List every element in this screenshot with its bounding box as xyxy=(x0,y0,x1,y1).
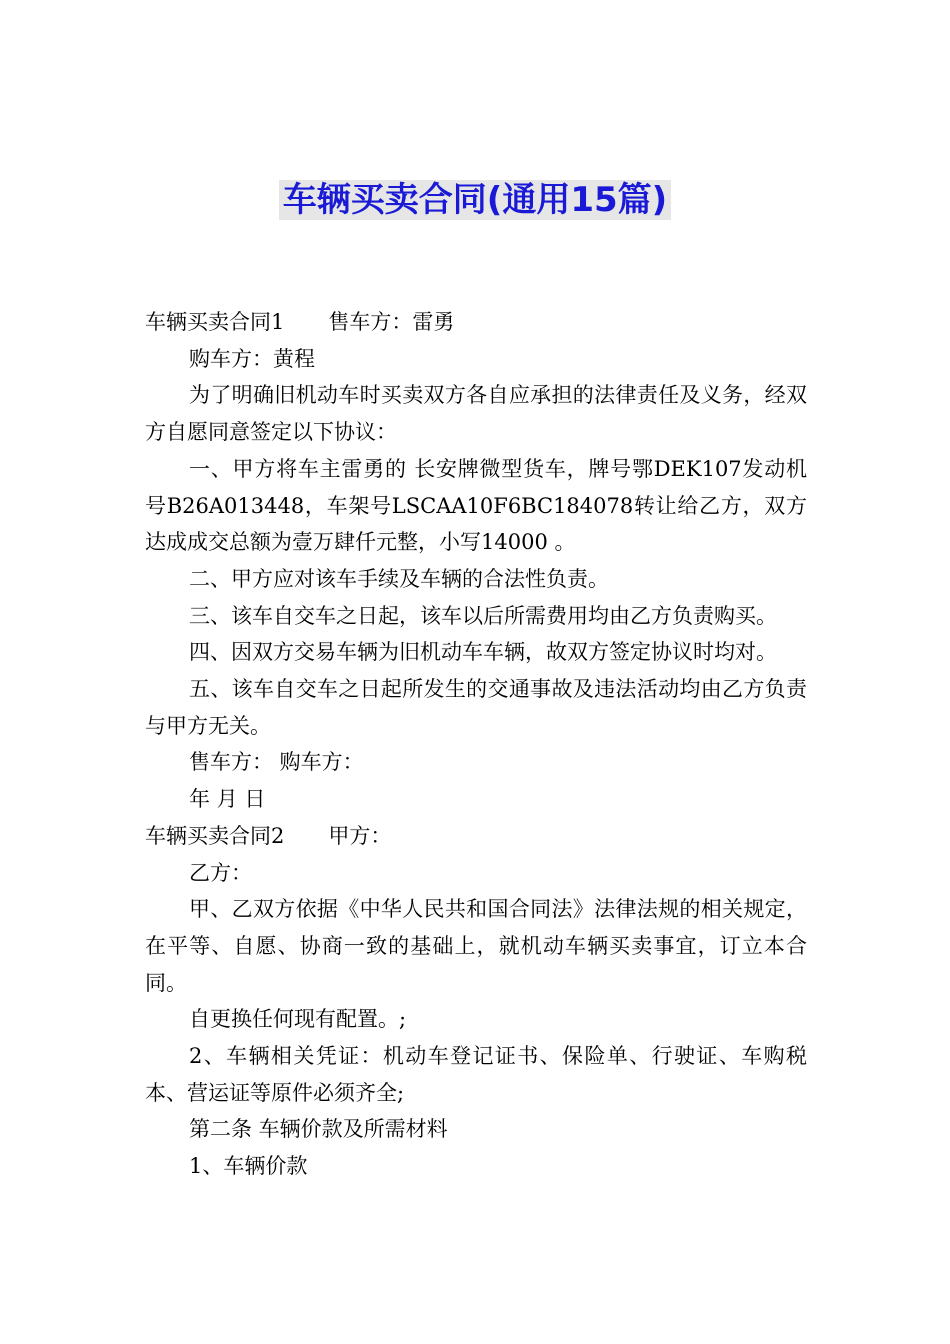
contract-2-heading-line xyxy=(145,818,807,855)
contract-2-preamble-paragraph: 甲、乙双方依据《中华人民共和国合同法》法律法规的相关规定，在平等、自愿、协商一致的基础上，就机动车辆买卖事宜，订立本合同。 xyxy=(145,897,807,995)
document-body xyxy=(145,304,807,1185)
contract-1-heading: 车辆买卖合同1 xyxy=(145,310,285,334)
party-a-line: 甲方： xyxy=(328,823,392,848)
vehicle-documents-paragraph: 2、车辆相关凭证：机动车登记证书、保险单、行驶证、车购税本、营运证等原件必须齐全; xyxy=(145,1044,807,1105)
contract-2-heading: 车辆买卖合同2 xyxy=(145,823,285,848)
seller-line: 售车方：雷勇 xyxy=(328,310,455,334)
preamble-paragraph: 为了明确旧机动车时买卖双方各自应承担的法律责任及义务，经双方自愿同意签定以下协议： xyxy=(145,383,807,445)
contract-1-heading-line xyxy=(145,304,807,341)
article-2-heading: 第二条 车辆价款及所需材料 xyxy=(189,1117,448,1142)
clause-2-paragraph: 二、甲方应对该车手续及车辆的合法性负责。 xyxy=(189,566,609,591)
date-line: 年 月 日 xyxy=(189,787,266,812)
clause-3-paragraph: 三、该车自交车之日起，该车以后所需费用均由乙方负责购买。 xyxy=(189,603,777,628)
clause-5-paragraph: 五、该车自交车之日起所发生的交通事故及违法活动均由乙方负责与甲方无关。 xyxy=(145,677,807,738)
document-title-text: 车辆买卖合同(通用15篇) xyxy=(279,180,671,220)
vehicle-price-item: 1、车辆价款 xyxy=(189,1154,308,1179)
clause-4-paragraph: 四、因双方交易车辆为旧机动车车辆，故双方签定协议时均对。 xyxy=(189,640,777,665)
clause-1-paragraph: 一、甲方将车主雷勇的 长安牌微型货车，牌号鄂DEK107发动机号B26A013448，车架号LSCAA10F6BC184078转让给乙方，双方达成成交总额为壹万肆仟元整，小写14000 。 xyxy=(145,456,807,555)
buyer-line: 购车方：黄程 xyxy=(189,346,315,371)
signature-line: 售车方： 购车方： xyxy=(189,750,364,775)
party-b-line: 乙方： xyxy=(189,860,252,885)
document-title xyxy=(0,178,950,222)
configuration-paragraph: 自更换任何现有配置。; xyxy=(189,1007,407,1032)
